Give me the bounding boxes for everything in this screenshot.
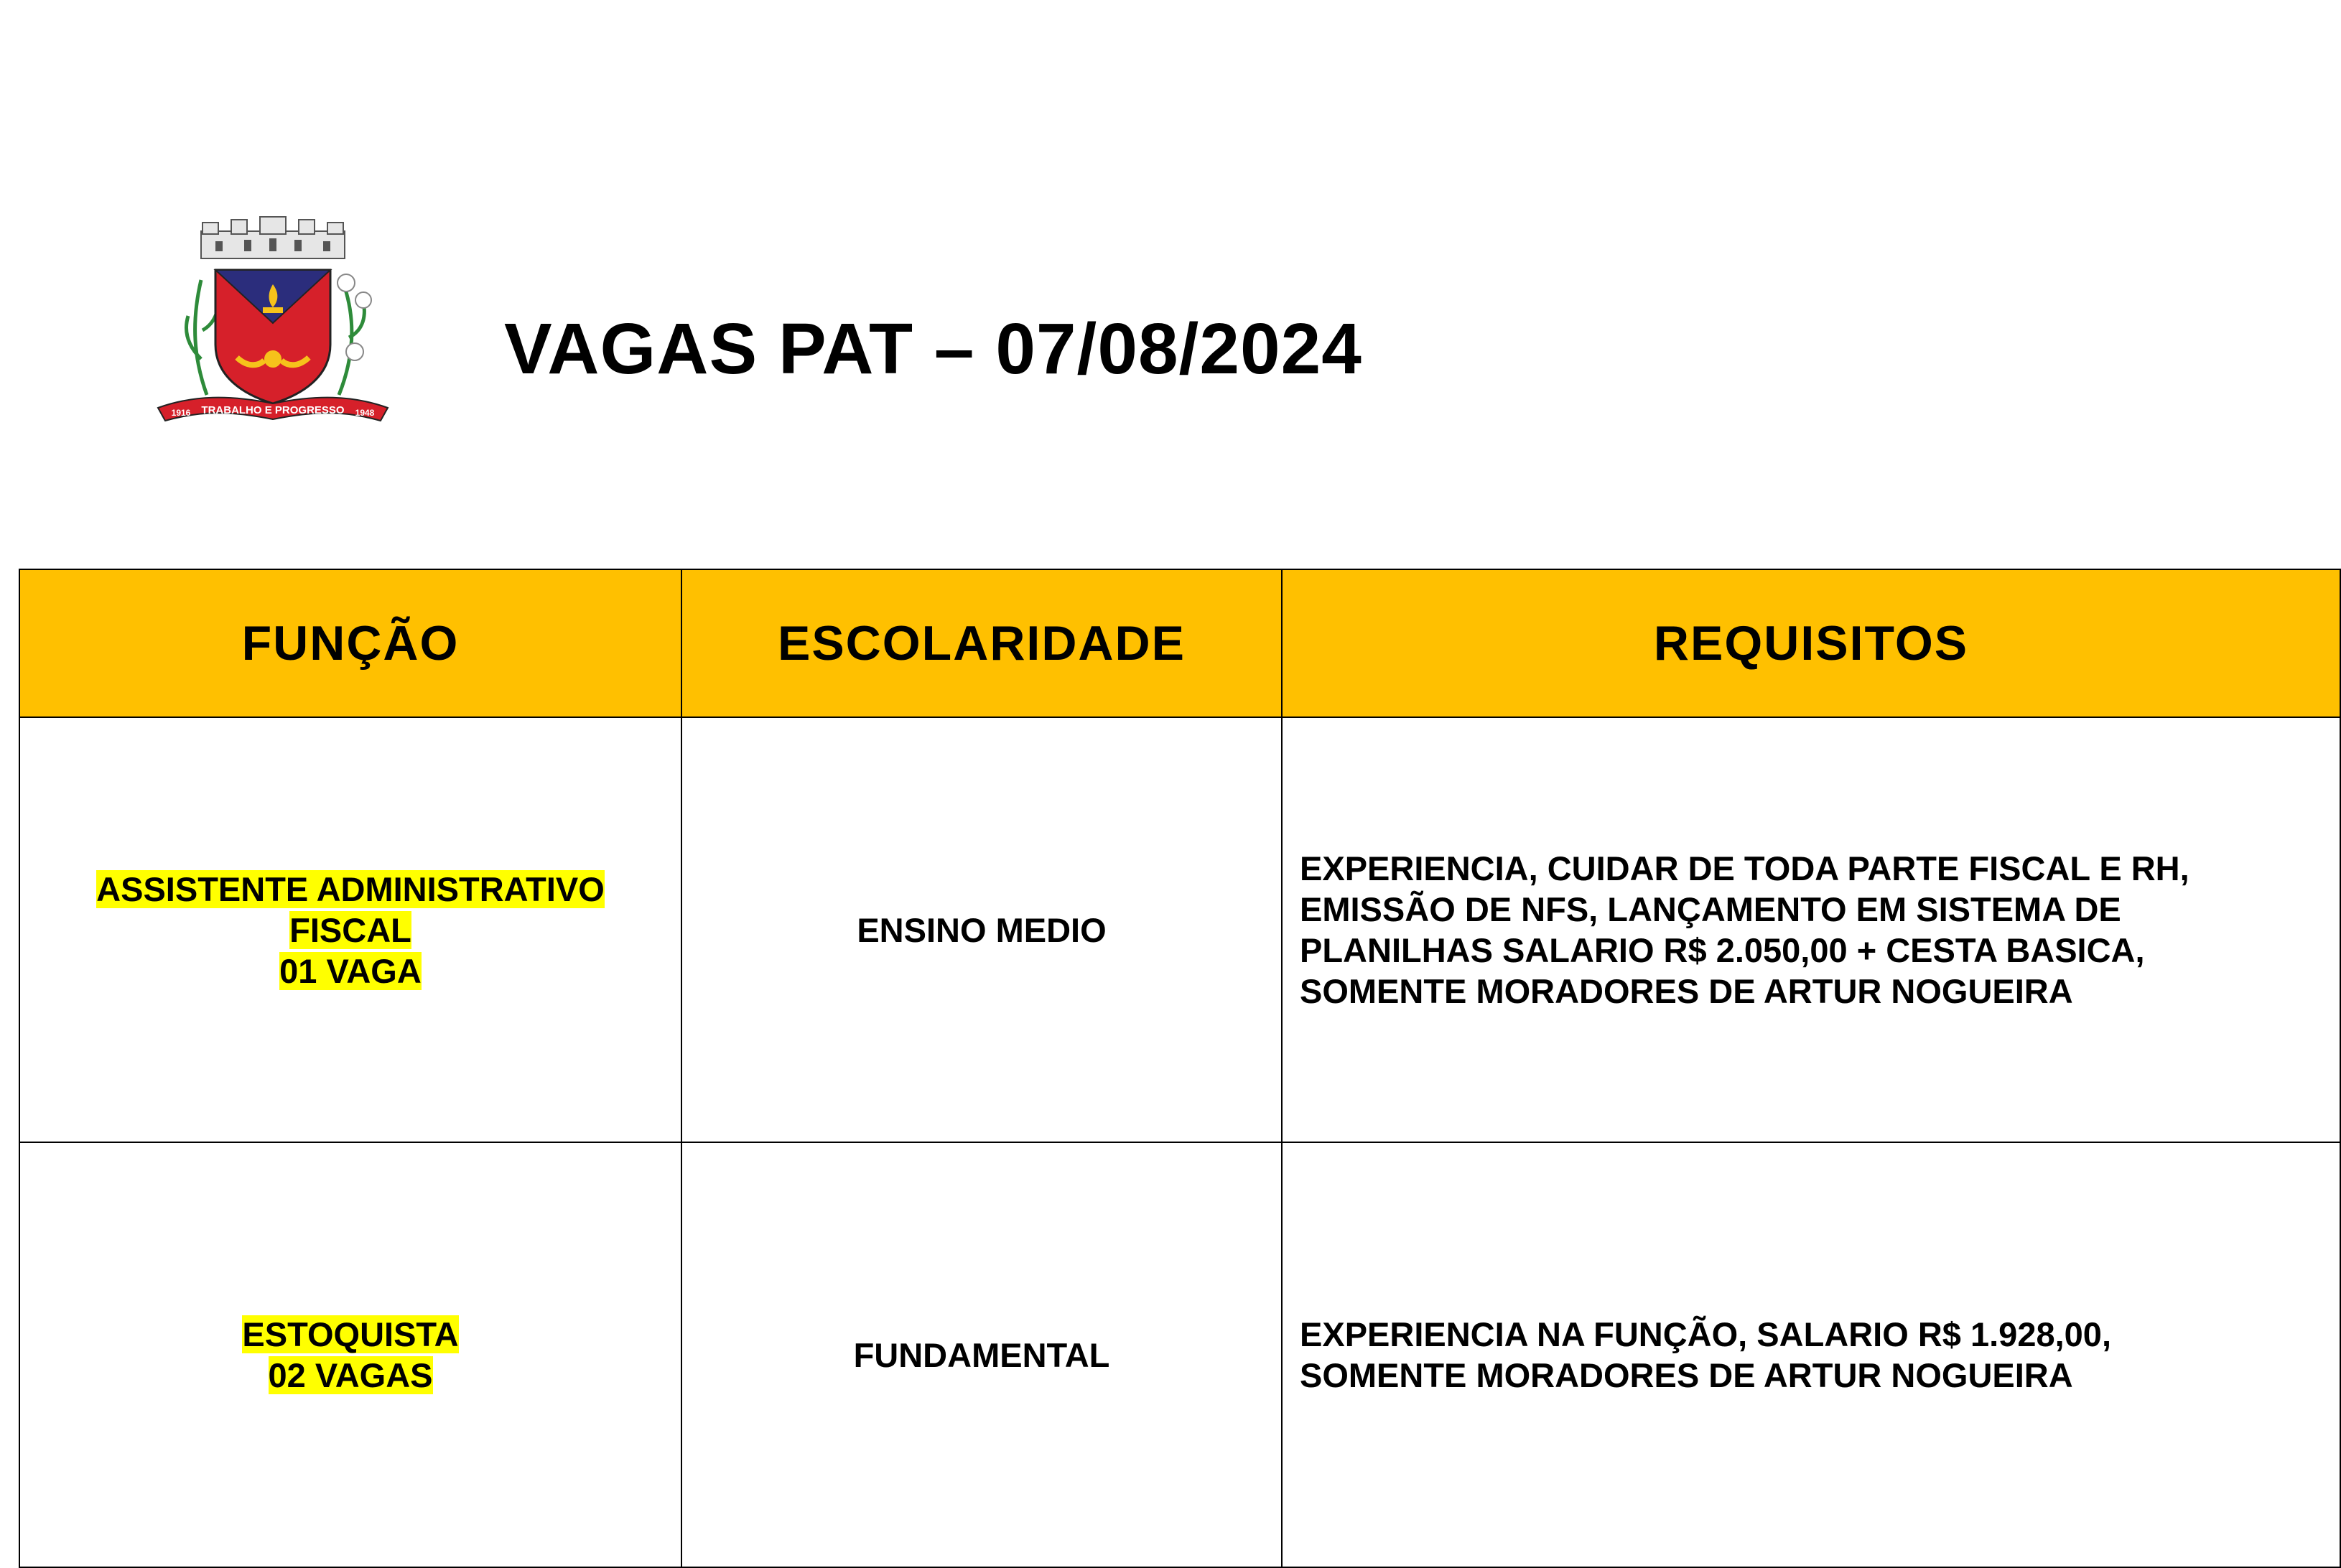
municipal-crest-logo xyxy=(151,215,395,431)
job-vacancies-table xyxy=(19,569,2341,1568)
requirement-line: EMISSÃO DE NFS, LANÇAMENTO EM SISTEMA DE xyxy=(1300,890,2121,928)
requirement-line: SOMENTE MORADORES DE ARTUR NOGUEIRA xyxy=(1300,972,2073,1010)
requirement-line: SOMENTE MORADORES DE ARTUR NOGUEIRA xyxy=(1300,1356,2073,1394)
cell-funcao xyxy=(19,717,681,1142)
job-title-line: FISCAL xyxy=(289,910,411,949)
requirement-line: EXPERIENCIA NA FUNÇÃO, SALARIO R$ 1.928,00, xyxy=(1300,1315,2111,1353)
job-title-line: ASSISTENTE ADMINISTRATIVO xyxy=(96,869,605,908)
column-header-requisitos: REQUISITOS xyxy=(1282,569,2340,717)
cell-requisitos xyxy=(1282,717,2340,1142)
table-header-row xyxy=(19,569,2340,717)
vacancy-count: 02 VAGAS xyxy=(268,1356,433,1394)
table-row xyxy=(19,717,2340,1142)
crest-year-left: 1916 xyxy=(171,408,191,418)
column-header-funcao: FUNÇÃO xyxy=(19,569,681,717)
crest-motto: TRABALHO E PROGRESSO xyxy=(201,404,345,416)
column-header-escolaridade: ESCOLARIDADE xyxy=(681,569,1282,717)
cell-escolaridade: ENSINO MEDIO xyxy=(681,717,1282,1142)
cell-funcao xyxy=(19,1142,681,1567)
requirement-line: PLANILHAS SALARIO R$ 2.050,00 + CESTA BASICA, xyxy=(1300,931,2145,969)
vacancy-count: 01 VAGA xyxy=(279,951,422,990)
page-title: VAGAS PAT – 07/08/2024 xyxy=(504,309,1362,389)
requirement-line: EXPERIENCIA, CUIDAR DE TODA PARTE FISCAL E RH, xyxy=(1300,849,2189,887)
job-title-line: ESTOQUISTA xyxy=(242,1315,459,1353)
cell-escolaridade: FUNDAMENTAL xyxy=(681,1142,1282,1567)
table-row xyxy=(19,1142,2340,1567)
cell-requisitos xyxy=(1282,1142,2340,1567)
crest-year-right: 1948 xyxy=(355,408,375,418)
